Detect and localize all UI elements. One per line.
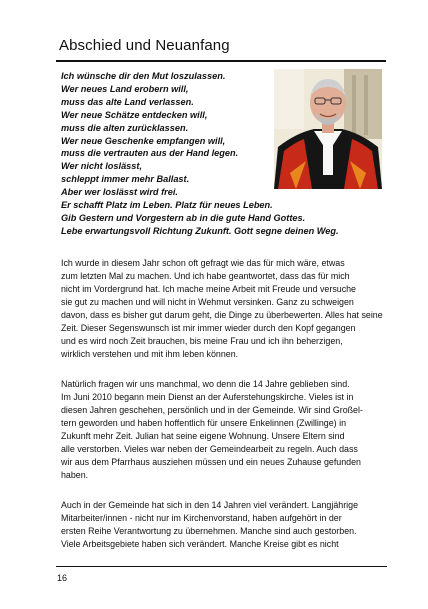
page-number: 16 xyxy=(57,573,68,583)
poem-line: Gib Gestern und Vorgestern ab in die gute Hand Gottes. xyxy=(61,212,306,223)
paragraph-line: ersten Reihe Verantwortung zu übernehmen. Manche sind auch gestorben. xyxy=(61,526,357,536)
poem-line: Er schafft Platz im Leben. Platz für neues Leben. xyxy=(61,200,273,211)
paragraph-line: Zeit. Dieser Segenswunsch ist mir immer wieder durch den Kopf gegangen xyxy=(61,323,356,333)
title-rule xyxy=(56,60,386,62)
poem-line: Wer neue Schätze entdecken will, xyxy=(61,109,208,120)
paragraph-line: wir aus dem Pfarrhaus ausziehen müssen und ein neues Zuhause gefunden xyxy=(61,457,361,467)
paragraph-line: tern geworden und haben hoffentlich für unsere Enkelinnen (Zwillinge) in xyxy=(61,418,347,428)
poem-line: Ich wünsche dir den Mut loszulassen. xyxy=(61,71,226,81)
paragraph-line: Ich wurde in diesem Jahr schon oft gefragt wie das für mich wäre, etwas xyxy=(61,258,345,268)
poem-line: muss die vertrauten aus der Hand legen. xyxy=(61,148,239,159)
page-title: Abschied und Neuanfang xyxy=(59,37,230,54)
paragraph-1 xyxy=(61,257,387,361)
paragraph-line: haben. xyxy=(61,470,89,480)
poem-line: muss die alten zurücklassen. xyxy=(61,122,189,133)
paragraph-line: diesen Jahren geschehen, persönlich und in der Gemeinde. Wir sind Großel- xyxy=(61,405,363,415)
poem-line: Wer nicht loslässt, xyxy=(61,161,143,172)
paragraph-line: sie gut zu machen und will nicht in Wehmut versinken. Ganz zu schweigen xyxy=(61,297,354,307)
poem-line: Aber wer loslässt wird frei. xyxy=(61,187,178,198)
footer-rule xyxy=(56,566,387,567)
poem-line: schleppt immer mehr Ballast. xyxy=(61,174,190,185)
paragraph-line: wirklich verstehen und mit ihm leben können. xyxy=(61,349,239,359)
paragraph-line: Mitarbeiter/innen - nicht nur im Kirchenvorstand, haben aufgehört in der xyxy=(61,513,342,523)
paragraph-line: davon, dass es bisher gut darum geht, die Dinge zu überbewerten. Alles hat seine xyxy=(61,310,383,320)
pastor-photo xyxy=(274,69,382,189)
paragraph-line: Viele Arbeitsgebiete haben sich verändert. Manche Kreise gibt es nicht xyxy=(61,539,339,549)
paragraph-line: zum letzten Mal zu machen. Und ich habe geantwortet, dass das für mich xyxy=(61,271,350,281)
poem-line: Lebe erwartungsvoll Richtung Zukunft. Gott segne deinen Weg. xyxy=(61,225,339,236)
paragraph-line: Natürlich fragen wir uns manchmal, wo denn die 14 Jahre geblieben sind. xyxy=(61,379,350,389)
paragraph-2 xyxy=(61,378,387,482)
poem-line: Wer neue Geschenke empfangen will, xyxy=(61,135,226,146)
paragraph-line: Auch in der Gemeinde hat sich in den 14 Jahren viel verändert. Langjährige xyxy=(61,500,359,510)
poem-line: muss das alte Land verlassen. xyxy=(61,96,194,107)
poem-line: Wer neues Land erobern will, xyxy=(61,83,189,94)
paragraph-line: alle verstorben. Vieles war neben der Gemeindearbeit zu regeln. Auch dass xyxy=(61,444,358,454)
paragraph-line: nicht im Vordergrund hat. Ich mache meine Arbeit mit Freude und versuche xyxy=(61,284,356,294)
paragraph-line: Im Juni 2010 begann mein Dienst an der Auferstehungskirche. Vieles ist in xyxy=(61,392,354,402)
paragraph-line: Zukunft mehr Zeit. Julian hat seine eigene Wohnung. Unsere Eltern sind xyxy=(61,431,345,441)
paragraph-3 xyxy=(61,499,387,551)
paragraph-line: und es wird noch Zeit brauchen, bis meine Frau und ich ihn beherzigen, xyxy=(61,336,343,346)
